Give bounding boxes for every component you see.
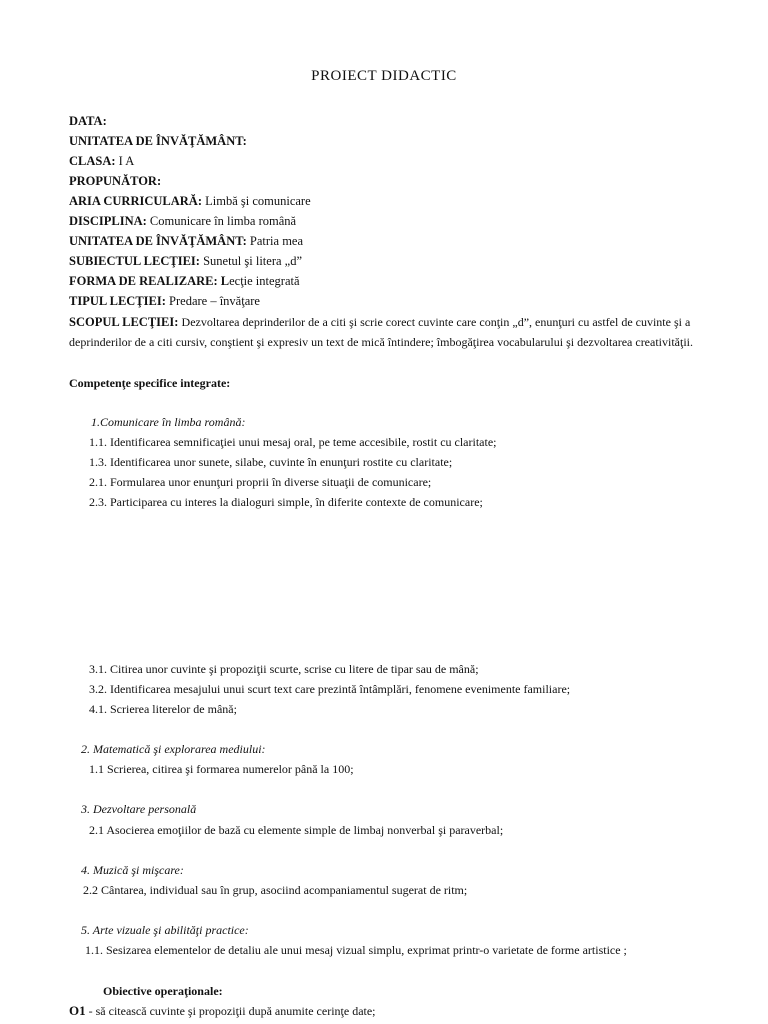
list-item: 1.1. Identificarea semnificaţiei unui mesaj oral, pe teme accesibile, rostit cu claritate; bbox=[89, 435, 497, 449]
disciplina-label: DISCIPLINA: bbox=[69, 214, 147, 228]
forma-line bbox=[69, 273, 300, 289]
aria-line bbox=[69, 193, 311, 209]
obiective-heading: Obiective operaţionale: bbox=[103, 984, 223, 998]
section-3-title: 3. Dezvoltare personală bbox=[81, 802, 197, 816]
objective-o1 bbox=[69, 1003, 376, 1019]
aria-value: Limbă şi comunicare bbox=[205, 194, 311, 208]
section-4-title: 4. Muzică şi mişcare: bbox=[81, 863, 184, 877]
list-item: 1.1. Sesizarea elementelor de detaliu ale unui mesaj vizual simplu, exprimat printr-o varietate de forme artistice ; bbox=[85, 943, 627, 957]
list-item: 2.1. Formularea unor enunţuri proprii în diverse situaţii de comunicare; bbox=[89, 475, 432, 489]
section-5-title: 5. Arte vizuale şi abilităţi practice: bbox=[81, 923, 249, 937]
unitatea2-value: Patria mea bbox=[249, 234, 304, 248]
clasa-line bbox=[69, 153, 134, 169]
tipul-value: Predare – învăţare bbox=[169, 294, 260, 308]
list-item: 2.3. Participarea cu interes la dialoguri simple, în diferite contexte de comunicare; bbox=[89, 495, 483, 509]
subiect-line bbox=[69, 253, 302, 269]
list-item: 2.1 Asocierea emoţiilor de bază cu elemente simple de limbaj nonverbal şi paraverbal; bbox=[89, 823, 504, 837]
unitatea2-label: UNITATEA DE ÎNVĂŢĂMÂNT: bbox=[69, 234, 247, 248]
unitatea-label: UNITATEA DE ÎNVĂŢĂMÂNT: bbox=[69, 134, 247, 148]
subiect-label: SUBIECTUL LECŢIEI: bbox=[69, 254, 200, 268]
subiect-value: Sunetul şi litera „d” bbox=[203, 254, 303, 268]
forma-label: FORMA DE REALIZARE: bbox=[69, 274, 218, 288]
aria-label: ARIA CURRICULARĂ: bbox=[69, 194, 202, 208]
objective-o1-label: O1 bbox=[69, 1003, 86, 1018]
tipul-line bbox=[69, 293, 260, 309]
propunator-label: PROPUNĂTOR: bbox=[69, 174, 162, 188]
scopul-value: Dezvoltarea deprinderilor de a citi şi scrie corect cuvinte care conţin „d”, enunţuri cu astfel de cuvinte şi a deprinderilor de a citi cursiv, conştient şi expresiv un text de mică întindere; îmbogăţirea vocabularului şi dezvoltarea creativităţii. bbox=[69, 315, 693, 349]
disciplina-line bbox=[69, 213, 296, 229]
competente-heading: Competenţe specifice integrate: bbox=[69, 376, 231, 390]
document-title: PROIECT DIDACTIC bbox=[311, 68, 457, 84]
unitatea2-line bbox=[69, 233, 303, 249]
clasa-value: I A bbox=[118, 154, 135, 168]
tipul-label: TIPUL LECŢIEI: bbox=[69, 294, 166, 308]
objective-o1-text: - să citească cuvinte şi propoziţii după anumite cerinţe date; bbox=[85, 1004, 376, 1018]
clasa-label: CLASA: bbox=[69, 154, 116, 168]
list-item: 3.2. Identificarea mesajului unui scurt text care prezintă întâmplări, fenomene evenimente familiare; bbox=[89, 682, 571, 696]
list-item: 2.2 Cântarea, individual sau în grup, asociind acompaniamentul sugerat de ritm; bbox=[83, 883, 468, 897]
list-item: 1.1 Scrierea, citirea şi formarea numerelor până la 100; bbox=[89, 762, 354, 776]
list-item: 4.1. Scrierea literelor de mână; bbox=[89, 702, 237, 716]
data-label: DATA: bbox=[69, 114, 107, 128]
section-2-title: 2. Matematică şi explorarea mediului: bbox=[81, 742, 266, 756]
forma-value: ecţie integrată bbox=[229, 274, 300, 288]
scopul-paragraph bbox=[69, 312, 709, 352]
list-item: 3.1. Citirea unor cuvinte şi propoziţii scurte, scrise cu litere de tipar sau de mână; bbox=[89, 662, 479, 676]
forma-value-initial: L bbox=[220, 274, 230, 288]
scopul-label: SCOPUL LECŢIEI: bbox=[69, 315, 179, 329]
section-1-title: 1.Comunicare în limba română: bbox=[91, 415, 246, 429]
disciplina-value: Comunicare în limba română bbox=[149, 214, 297, 228]
list-item: 1.3. Identificarea unor sunete, silabe, cuvinte în enunţuri rostite cu claritate; bbox=[89, 455, 453, 469]
